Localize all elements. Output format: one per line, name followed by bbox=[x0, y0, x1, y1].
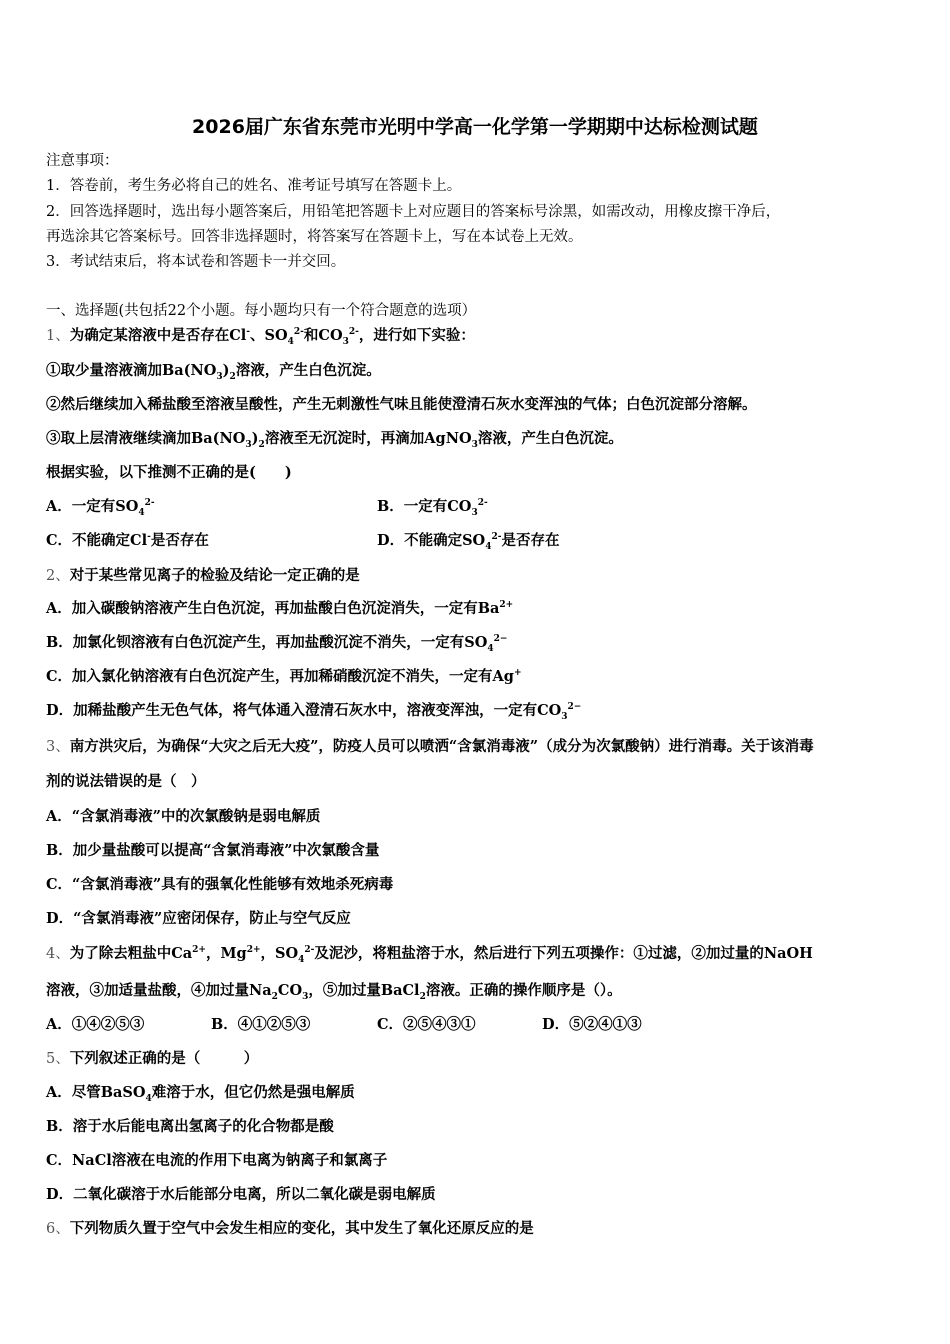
question-2-option-c: C．加入氯化钠溶液有白色沉淀产生，再加稀硝酸沉淀不消失，一定有Ag+ bbox=[46, 668, 522, 685]
question-number: 3、 bbox=[46, 739, 70, 755]
question-5-option-b: B．溶于水后能电离出氢离子的化合物都是酸 bbox=[46, 1118, 334, 1135]
question-number: 4、 bbox=[46, 946, 70, 962]
section-heading: 一、选择题(共包括22个小题。每小题均只有一个符合题意的选项） bbox=[46, 303, 477, 319]
question-4-option-d: D．⑤②④①③ bbox=[542, 1016, 642, 1033]
question-3-stem-line-1: 3、南方洪灾后，为确保“大灾之后无大疫”，防疫人员可以喷洒“含氯消毒液”（成分为次氯酸钠）进行消毒。关于该消毒 bbox=[46, 738, 814, 755]
question-number: 6、 bbox=[46, 1221, 70, 1237]
question-2-option-d: D．加稀盐酸产生无色气体，将气体通入澄清石灰水中，溶液变浑浊，一定有$CO_3^{2-}$ bbox=[46, 702, 582, 722]
question-4-option-b: B．④①②⑤③ bbox=[211, 1016, 311, 1033]
question-3-option-d: D．“含氯消毒液”应密闭保存，防止与空气反应 bbox=[46, 910, 351, 927]
question-5-option-c: C．NaCl溶液在电流的作用下电离为钠离子和氯离子 bbox=[46, 1152, 388, 1169]
question-number: 5、 bbox=[46, 1051, 70, 1067]
question-2-stem: 2、对于某些常见离子的检验及结论一定正确的是 bbox=[46, 567, 360, 584]
question-2-option-a: A．加入碳酸钠溶液产生白色沉淀，再加盐酸白色沉淀消失，一定有$Ba^{2+}$ bbox=[46, 600, 514, 617]
question-4-option-c: C．②⑤④③① bbox=[377, 1016, 476, 1033]
question-3-option-b: B．加少量盐酸可以提高“含氯消毒液”中次氯酸含量 bbox=[46, 842, 380, 859]
question-3-stem-line-2: 剂的说法错误的是（ ） bbox=[46, 773, 206, 790]
question-number: 2、 bbox=[46, 568, 70, 584]
question-3-option-a: A．“含氯消毒液”中的次氯酸钠是弱电解质 bbox=[46, 808, 321, 825]
question-5-stem: 5、下列叙述正确的是（ ） bbox=[46, 1050, 259, 1067]
question-number: 1、 bbox=[46, 328, 70, 344]
question-4-option-a: A．①④②⑤③ bbox=[46, 1016, 145, 1033]
question-1-stem: 1、为确定某溶液中是否存在Cl-、$SO_4^{2-}$和$CO_3^{2-}$，进行如下实验： bbox=[46, 327, 475, 347]
question-1-option-a: A．一定有$SO_4^{2-}$ bbox=[46, 498, 155, 518]
question-5-option-a: A．尽管BaSO$_4$难溶于水，但它仍然是强电解质 bbox=[46, 1084, 355, 1104]
question-5-option-d: D．二氧化碳溶于水后能部分电离，所以二氧化碳是弱电解质 bbox=[46, 1186, 436, 1203]
page-title: 2026届广东省东莞市光明中学高一化学第一学期期中达标检测试题 bbox=[192, 116, 758, 138]
question-4-stem-line-1: 4、为了除去粗盐中$Ca^{2+}$，$Mg^{2+}$，$SO_4^{2-}$及泥沙，将粗盐溶于水，然后进行下列五项操作：①过滤，②加过量的NaOH bbox=[46, 945, 813, 965]
notice-item: 2．回答选择题时，选出每小题答案后，用铅笔把答题卡上对应题目的答案标号涂黑，如需改动，用橡皮擦干净后， bbox=[46, 204, 781, 220]
question-6-stem: 6、下列物质久置于空气中会发生相应的变化，其中发生了氧化还原反应的是 bbox=[46, 1220, 534, 1237]
notice-heading: 注意事项： bbox=[46, 153, 119, 169]
question-1-option-c: C．不能确定Cl-是否存在 bbox=[46, 532, 209, 549]
question-1-step-2: ②然后继续加入稀盐酸至溶液呈酸性，产生无刺激性气味且能使澄清石灰水变浑浊的气体；白色沉淀部分溶解。 bbox=[46, 396, 757, 413]
question-1-option-d: D．不能确定$SO_4^{2-}$是否存在 bbox=[377, 532, 560, 552]
question-4-stem-line-2: 溶液，③加适量盐酸，④加过量$Na_2CO_3$，⑤加过量BaCl$_2$溶液。正确的操作顺序是（）。 bbox=[46, 982, 622, 1002]
notice-item: 1．答卷前，考生务必将自己的姓名、准考证号填写在答题卡上。 bbox=[46, 178, 462, 194]
notice-item: 再选涂其它答案标号。回答非选择题时，将答案写在答题卡上，写在本试卷上无效。 bbox=[46, 229, 583, 245]
question-1-ask: 根据实验，以下推测不正确的是( ) bbox=[46, 464, 292, 481]
question-1-step-3: ③取上层清液继续滴加$Ba(NO_3)_2$溶液至无沉淀时，再滴加AgNO$_3$溶液，产生白色沉淀。 bbox=[46, 430, 623, 450]
question-1-option-b: B．一定有$CO_3^{2-}$ bbox=[377, 498, 488, 518]
question-3-option-c: C．“含氯消毒液”具有的强氧化性能够有效地杀死病毒 bbox=[46, 876, 394, 893]
notice-item: 3．考试结束后，将本试卷和答题卡一并交回。 bbox=[46, 254, 346, 270]
question-2-option-b: B．加氯化钡溶液有白色沉淀产生，再加盐酸沉淀不消失，一定有$SO_4^{2-}$ bbox=[46, 634, 508, 654]
question-1-step-1: ①取少量溶液滴加$Ba(NO_3)_2$溶液，产生白色沉淀。 bbox=[46, 362, 381, 382]
